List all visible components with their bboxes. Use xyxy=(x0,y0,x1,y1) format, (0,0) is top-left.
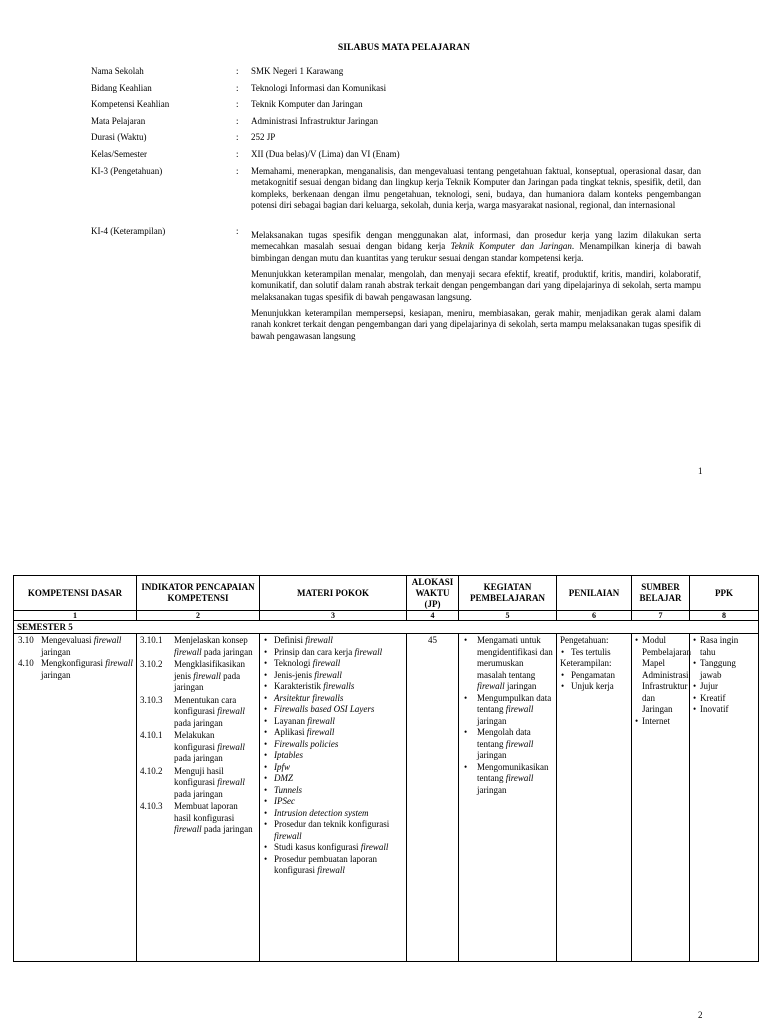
italic-term: firewall xyxy=(505,773,534,783)
italic-term: firewall xyxy=(274,830,302,841)
sumber-cell xyxy=(632,634,690,962)
ppk-item: • Jujur xyxy=(693,681,755,693)
column-header: ALOKASI WAKTU (JP) xyxy=(407,576,459,611)
italic-term: firewall xyxy=(217,741,245,752)
semester-label: SEMESTER 5 xyxy=(14,621,759,634)
info-label: Kompetensi Keahlian xyxy=(91,99,170,110)
kompetensi-number: 3.10 xyxy=(18,635,34,645)
colon: : xyxy=(236,165,239,176)
indikator-number: 4.10.1 xyxy=(140,730,163,740)
text-part: Mengklasifikasikan jenis xyxy=(174,659,245,681)
info-value: Teknik Komputer dan Jaringan xyxy=(251,99,363,110)
text-part: pada jaringan xyxy=(174,753,223,763)
syllabus-info xyxy=(91,66,701,352)
italic-term: firewall xyxy=(306,727,335,737)
syllabus-table xyxy=(13,575,759,962)
document-title: SILABUS MATA PELAJARAN xyxy=(337,43,471,53)
materi-item xyxy=(263,658,403,670)
info-label: Nama Sekolah xyxy=(91,66,144,76)
text-part: Layanan xyxy=(274,715,308,726)
materi-list xyxy=(263,635,403,877)
text-part: Melakukan konfigurasi xyxy=(174,730,218,752)
italic-term: firewall xyxy=(477,681,505,691)
column-number: 7 xyxy=(632,611,690,621)
materi-item xyxy=(263,727,403,739)
text-part: jaringan xyxy=(477,784,507,795)
indikator-item xyxy=(140,695,256,730)
text-part: Teknologi xyxy=(274,658,313,668)
text-part: pada jaringan xyxy=(201,824,253,834)
italic-term: firewall xyxy=(354,646,383,657)
text-part: Studi kasus konfigurasi xyxy=(274,842,361,852)
info-row xyxy=(91,83,701,95)
column-number: 3 xyxy=(260,611,407,621)
ki4-paragraph-1: Melaksanakan tugas spesifik dengan menggunakan alat, informasi, dan prosedur kerja yang lazim dilakukan serta memecahkan masalah sesuai dengan bidang kerja Teknik Komputer dan Jaringan. Menampilkan kinerja di bawah bimbingan dengan mutu dan kuantitas yang terukur sesuai dengan standar kompetensi kerja. xyxy=(251,229,701,263)
ki3-text: Memahami, menerapkan, menganalisis, dan mengevaluasi tentang pengetahuan faktual, konseptual, operasional dasar, dan metakognitif sesuai dengan bidang dan lingkup kerja Teknik Komputer dan Jaringan pada tingkat teknis, spesifik, detil, dan kompleks, berkenaan dengan ilmu pengetahuan, teknologi, seni, budaya, dan humaniora dalam konteks pengembangan potensi diri sebagai bagian dari keluarga, sekolah, dunia kerja, warga masyarakat nasional, regional, dan internasional xyxy=(251,165,701,211)
materi-item xyxy=(263,693,403,705)
penilaian-cell xyxy=(557,634,632,962)
text-part: pada jaringan xyxy=(201,646,253,657)
indikator-cell xyxy=(137,634,260,962)
kompetensi-dasar-cell xyxy=(14,634,137,962)
text-part: Menjelaskan konsep xyxy=(174,635,248,645)
kompetensi-number: 4.10 xyxy=(18,658,34,668)
column-number: 6 xyxy=(557,611,632,621)
text-part: jaringan xyxy=(477,750,507,760)
kegiatan-item xyxy=(462,727,553,762)
ppk-cell xyxy=(690,634,759,962)
indikator-item xyxy=(140,635,256,658)
info-row xyxy=(91,149,701,161)
materi-item xyxy=(263,635,403,647)
indikator-text xyxy=(174,766,256,801)
text-part: Prinsip dan cara kerja xyxy=(274,646,355,657)
text-part: jaringan xyxy=(504,681,537,691)
indikator-item xyxy=(140,730,256,765)
indikator-number: 4.10.3 xyxy=(140,801,163,811)
page-two xyxy=(0,558,768,1024)
text-part: jaringan xyxy=(41,646,71,657)
materi-item xyxy=(263,739,403,751)
text-part: Mengamati untuk mengidentifikasi dan merumuskan masalah tentang xyxy=(477,635,553,680)
materi-item xyxy=(263,762,403,774)
italic-term: firewall xyxy=(307,715,335,726)
text-part: Prosedur dan teknik konfigurasi xyxy=(274,819,390,829)
italic-term: Arsitektur firewalls xyxy=(274,692,344,703)
indikator-number: 4.10.2 xyxy=(140,765,163,776)
sumber-list xyxy=(635,635,691,727)
italic-term: firewall xyxy=(105,658,133,668)
italic-term: DMZ xyxy=(274,773,294,783)
info-label: Bidang Keahlian xyxy=(91,82,152,93)
column-header: MATERI POKOK xyxy=(260,576,407,611)
italic-term: firewall xyxy=(217,706,245,716)
info-value: Administrasi Infrastruktur Jaringan xyxy=(251,115,378,126)
italic-term: firewall xyxy=(505,738,534,749)
pengetahuan-item: • Tes tertulis xyxy=(560,647,628,659)
page-number: 1 xyxy=(698,466,703,476)
info-label: Kelas/Semester xyxy=(91,148,147,159)
column-header: SUMBER BELAJAR xyxy=(632,576,690,611)
materi-item xyxy=(263,819,403,842)
materi-item xyxy=(263,773,403,785)
ppk-item: • Inovatif xyxy=(693,704,755,716)
kegiatan-list xyxy=(462,635,553,796)
materi-item xyxy=(263,670,403,682)
ppk-item: • Tanggung jawab xyxy=(693,658,755,681)
info-rows xyxy=(91,66,701,160)
text-part: Mengomunikasikan tentang xyxy=(477,761,549,783)
column-header: INDIKATOR PENCAPAIAN KOMPETENSI xyxy=(137,576,260,611)
info-value: XII (Dua belas)/V (Lima) dan VI (Enam) xyxy=(251,148,400,159)
info-row xyxy=(91,99,701,111)
indikator-item xyxy=(140,801,256,836)
keterampilan-item: • Pengamatan xyxy=(560,670,628,682)
ki3-row xyxy=(91,166,701,221)
italic-term: firewall xyxy=(174,824,202,834)
italic-term: Firewalls based OSI Layers xyxy=(274,704,375,714)
keterampilan-list xyxy=(560,670,628,693)
text-part: Menentukan cara konfigurasi xyxy=(174,694,237,716)
text-part: Aplikasi xyxy=(274,727,307,737)
text-part: Karakteristik xyxy=(274,681,324,691)
ppk-list xyxy=(693,635,755,716)
column-header: PENILAIAN xyxy=(557,576,632,611)
italic-term: firewall xyxy=(193,670,221,681)
italic-term: firewall xyxy=(305,635,333,645)
keterampilan-item: • Unjuk kerja xyxy=(560,681,628,693)
italic-term: firewall xyxy=(314,669,342,680)
italic-term: firewall xyxy=(93,635,122,645)
kegiatan-item xyxy=(462,762,553,797)
table-row xyxy=(14,634,759,962)
keterampilan-label: Keterampilan: xyxy=(560,658,612,668)
kegiatan-cell xyxy=(459,634,557,962)
indikator-item xyxy=(140,766,256,801)
indikator-text xyxy=(174,659,256,694)
colon: : xyxy=(236,82,239,93)
info-value: SMK Negeri 1 Karawang xyxy=(251,66,344,76)
text-part: jaringan xyxy=(477,715,507,726)
kompetensi-text xyxy=(41,635,133,658)
ki4-paragraph-2: Menunjukkan keterampilan menalar, mengolah, dan menyaji secara efektif, kreatif, produktif, kritis, mandiri, kolaboratif, komunikatif, dan solutif dalam ranah abstrak terkait dengan pengembangan dari yang dipelajarinya di sekolah, serta mampu melaksanakan tugas spesifik di bawah pengawasan langsung. xyxy=(251,268,701,302)
materi-item xyxy=(263,808,403,820)
text-part: pada jaringan xyxy=(174,717,223,728)
ki3-label: KI-3 (Pengetahuan) xyxy=(91,165,163,176)
text-part: jaringan xyxy=(41,669,71,680)
kegiatan-item xyxy=(462,635,553,693)
sumber-item: • Modul Pembelajaran Mapel Administrasi Infrastruktur dan Jaringan xyxy=(635,635,686,716)
indikator-number: 3.10.1 xyxy=(140,635,163,645)
indikator-number: 3.10.2 xyxy=(140,659,163,669)
ppk-item: • Kreatif xyxy=(693,693,755,705)
indikator-item xyxy=(140,659,256,694)
kompetensi-item xyxy=(17,658,133,681)
column-number: 8 xyxy=(690,611,759,621)
info-value: Teknologi Informasi dan Komunikasi xyxy=(251,82,387,93)
colon: : xyxy=(236,66,239,76)
italic-term: firewall xyxy=(505,704,534,714)
italic-term: firewall xyxy=(312,658,341,668)
colon: : xyxy=(236,132,239,143)
text-part: Prosedur pembuatan laporan konfigurasi xyxy=(274,853,377,875)
materi-item xyxy=(263,854,403,877)
materi-item xyxy=(263,716,403,728)
column-header: KOMPETENSI DASAR xyxy=(14,576,137,611)
indikator-text xyxy=(174,801,256,836)
italic-term: Iptables xyxy=(274,750,303,760)
kegiatan-item xyxy=(462,693,553,728)
text-part: Mengumpulkan data tentang xyxy=(477,692,552,714)
italic-term: Intrusion detection system xyxy=(274,807,369,818)
colon: : xyxy=(236,225,239,236)
table-header-row xyxy=(14,576,759,611)
italic-term: firewall xyxy=(217,777,245,787)
pengetahuan-label: Pengetahuan: xyxy=(560,635,609,645)
page-number: 2 xyxy=(698,1010,703,1020)
ppk-item: • Rasa ingin tahu xyxy=(693,635,755,658)
info-row xyxy=(91,132,701,144)
kompetensi-text xyxy=(41,658,133,681)
materi-item xyxy=(263,842,403,854)
indikator-text xyxy=(174,730,256,765)
alokasi-cell: 45 xyxy=(407,634,459,962)
info-row xyxy=(91,66,701,78)
text-part: Jenis-jenis xyxy=(274,669,315,680)
column-header: PPK xyxy=(690,576,759,611)
page-gap xyxy=(0,490,768,558)
indikator-text xyxy=(174,695,256,730)
column-header: KEGIATAN PEMBELAJARAN xyxy=(459,576,557,611)
sumber-item: • Internet xyxy=(635,716,686,728)
column-number-row xyxy=(14,611,759,621)
materi-item xyxy=(263,681,403,693)
materi-item xyxy=(263,750,403,762)
info-label: Durasi (Waktu) xyxy=(91,132,147,143)
column-number: 1 xyxy=(14,611,137,621)
italic-term: firewall xyxy=(317,865,345,875)
italic-term: Ipfw xyxy=(274,761,291,772)
colon: : xyxy=(236,148,239,159)
materi-item xyxy=(263,785,403,797)
text-part: Membuat laporan hasil konfigurasi xyxy=(174,801,238,823)
text-part: Mengevaluasi xyxy=(41,635,94,645)
text-part: Mengolah data tentang xyxy=(477,727,531,749)
materi-item xyxy=(263,647,403,659)
column-number: 4 xyxy=(407,611,459,621)
text-part: pada jaringan xyxy=(174,788,223,799)
ki4-paragraph-3: Menunjukkan keterampilan mempersepsi, kesiapan, meniru, membiasakan, gerak mahir, menjadikan gerak alami dalam ranah konkret terkait dengan pengembangan dari yang dipelajarinya di sekolah, serta mampu melaksanakan tugas spesifik di bawah pengawasan langsung xyxy=(251,307,701,341)
ki4-row xyxy=(91,226,701,347)
text-part: Menguji hasil konfigurasi xyxy=(174,765,224,787)
semester-row xyxy=(14,621,759,634)
info-value: 252 JP xyxy=(251,132,276,143)
text-part: Definisi xyxy=(274,635,306,645)
text-part: pada jaringan xyxy=(174,670,241,692)
column-number: 5 xyxy=(459,611,557,621)
materi-item xyxy=(263,704,403,716)
colon: : xyxy=(236,99,239,110)
italic-term: IPSec xyxy=(274,796,295,806)
colon: : xyxy=(236,115,239,126)
column-number: 2 xyxy=(137,611,260,621)
materi-item xyxy=(263,796,403,808)
ki4-label: KI-4 (Keterampilan) xyxy=(91,225,166,236)
italic-term: Firewalls policies xyxy=(274,738,339,749)
italic-term: firewall xyxy=(360,842,389,852)
text-part: Mengkonfigurasi xyxy=(41,658,106,668)
page-one xyxy=(0,0,768,490)
italic-term: firewall xyxy=(174,646,202,657)
info-label: Mata Pelajaran xyxy=(91,115,146,126)
pengetahuan-list xyxy=(560,647,628,659)
materi-cell xyxy=(260,634,407,962)
italic-term: Tunnels xyxy=(274,784,303,795)
indikator-number: 3.10.3 xyxy=(140,694,163,705)
kompetensi-item xyxy=(17,635,133,658)
info-row xyxy=(91,116,701,128)
italic-term: firewalls xyxy=(323,681,355,691)
indikator-text xyxy=(174,635,256,658)
